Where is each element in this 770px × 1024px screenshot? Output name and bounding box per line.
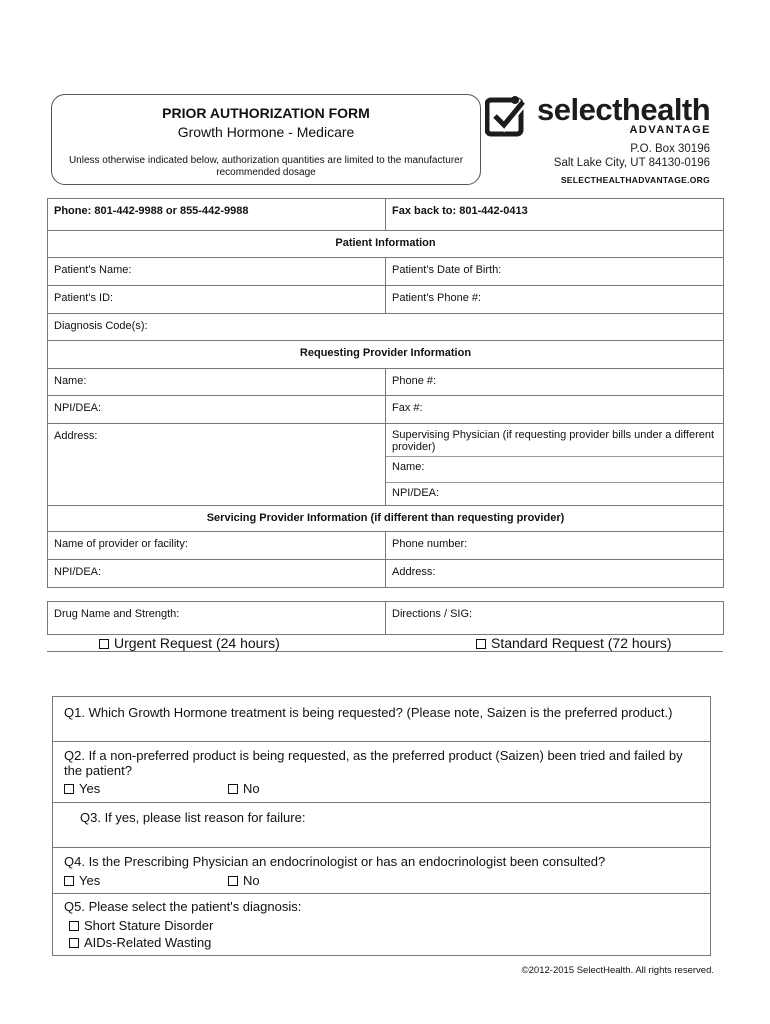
q2-yes-checkbox[interactable] — [64, 784, 74, 794]
q2-no-checkbox[interactable] — [228, 784, 238, 794]
brand-name: selecthealth — [537, 92, 711, 127]
directions-field[interactable]: Directions / SIG: — [386, 602, 724, 635]
requesting-section-heading: Requesting Provider Information — [48, 341, 724, 369]
servicing-npi-field[interactable]: NPI/DEA: — [48, 560, 386, 588]
requesting-address-field[interactable]: Address: — [48, 424, 386, 506]
q5-aids-wasting-checkbox[interactable] — [69, 938, 79, 948]
q4-no-option[interactable] — [228, 873, 260, 888]
diagnosis-code-field[interactable]: Diagnosis Code(s): — [48, 314, 724, 341]
q4-no-label: No — [243, 873, 260, 888]
form-note: Unless otherwise indicated below, authorization quantities are limited to the manufacturer recommended dosage — [68, 155, 464, 178]
urgent-request-label: Urgent Request (24 hours) — [114, 635, 280, 651]
drug-name-field[interactable]: Drug Name and Strength: — [48, 602, 386, 635]
phone-number: Phone: 801-442-9988 or 855-442-9988 — [48, 199, 386, 231]
patient-section-heading: Patient Information — [48, 231, 724, 258]
q2-yes-option[interactable] — [64, 781, 100, 796]
question-3-box[interactable] — [52, 802, 711, 848]
q4-yes-checkbox[interactable] — [64, 876, 74, 886]
patient-name-field[interactable]: Patient’s Name: — [48, 258, 386, 286]
question-3-text: Q3. If yes, please list reason for failure: — [80, 810, 306, 825]
servicing-name-field[interactable]: Name of provider or facility: — [48, 532, 386, 560]
urgent-request-option[interactable] — [99, 635, 280, 651]
question-1-text: Q1. Which Growth Hormone treatment is being requested? (Please note, Saizen is the preferred product.) — [64, 705, 673, 720]
fax-number: Fax back to: 801-442-0413 — [386, 199, 724, 231]
question-2-box — [52, 741, 711, 803]
supervising-physician-label: Supervising Physician (if requesting provider bills under a different provider) — [386, 424, 723, 457]
question-4-box — [52, 847, 711, 894]
question-4-text: Q4. Is the Prescribing Physician an endocrinologist or has an endocrinologist been consulted? — [64, 854, 606, 869]
q4-no-checkbox[interactable] — [228, 876, 238, 886]
q4-yes-label: Yes — [79, 873, 101, 888]
standard-request-option[interactable] — [476, 635, 672, 651]
supervising-name-field[interactable]: Name: — [386, 457, 723, 483]
servicing-phone-field[interactable]: Phone number: — [386, 532, 724, 560]
requesting-name-field[interactable]: Name: — [48, 369, 386, 396]
question-1-box[interactable] — [52, 696, 711, 742]
q5-aids-wasting-label: AIDs-Related Wasting — [84, 935, 212, 950]
requesting-phone-field[interactable]: Phone #: — [386, 369, 724, 396]
question-5-text: Q5. Please select the patient's diagnosis: — [64, 899, 302, 914]
supervising-physician-cell — [386, 424, 724, 506]
brand-sub: ADVANTAGE — [629, 124, 711, 136]
address-line-2: Salt Lake City, UT 84130-0196 — [553, 157, 710, 169]
patient-id-field[interactable]: Patient’s ID: — [48, 286, 386, 314]
form-subtitle: Growth Hormone - Medicare — [177, 124, 355, 140]
patient-dob-field[interactable]: Patient’s Date of Birth: — [386, 258, 724, 286]
urgent-request-checkbox[interactable] — [99, 639, 109, 649]
form-title: PRIOR AUTHORIZATION FORM — [162, 105, 370, 121]
q2-yes-label: Yes — [79, 781, 101, 796]
standard-request-checkbox[interactable] — [476, 639, 486, 649]
checkmark-heart-icon — [485, 94, 531, 140]
address-line-1: P.O. Box 30196 — [630, 143, 710, 155]
requesting-fax-field[interactable]: Fax #: — [386, 396, 724, 424]
standard-request-label: Standard Request (72 hours) — [491, 635, 672, 651]
question-5-box — [52, 893, 711, 956]
q2-no-label: No — [243, 781, 260, 796]
website-link[interactable]: SELECTHEALTHADVANTAGE.ORG — [560, 175, 710, 185]
copyright-footer: ©2012-2015 SelectHealth. All rights reserved. — [521, 965, 714, 976]
drug-table — [47, 601, 724, 635]
q5-aids-wasting-option[interactable] — [69, 935, 211, 950]
requesting-npi-field[interactable]: NPI/DEA: — [48, 396, 386, 424]
patient-phone-field[interactable]: Patient’s Phone #: — [386, 286, 724, 314]
brand-logo — [485, 92, 715, 142]
servicing-section-heading: Servicing Provider Information (if different than requesting provider) — [48, 506, 724, 532]
q5-short-stature-option[interactable] — [69, 918, 213, 933]
question-2-text: Q2. If a non-preferred product is being requested, as the preferred product (Saizen) been tried and failed by the patient? — [64, 748, 683, 778]
supervising-npi-field[interactable]: NPI/DEA: — [392, 487, 440, 499]
servicing-address-field[interactable]: Address: — [386, 560, 724, 588]
form-header — [51, 94, 481, 185]
q4-yes-option[interactable] — [64, 873, 100, 888]
q5-short-stature-checkbox[interactable] — [69, 921, 79, 931]
q5-short-stature-label: Short Stature Disorder — [84, 918, 214, 933]
info-table — [47, 198, 724, 588]
q2-no-option[interactable] — [228, 781, 260, 796]
